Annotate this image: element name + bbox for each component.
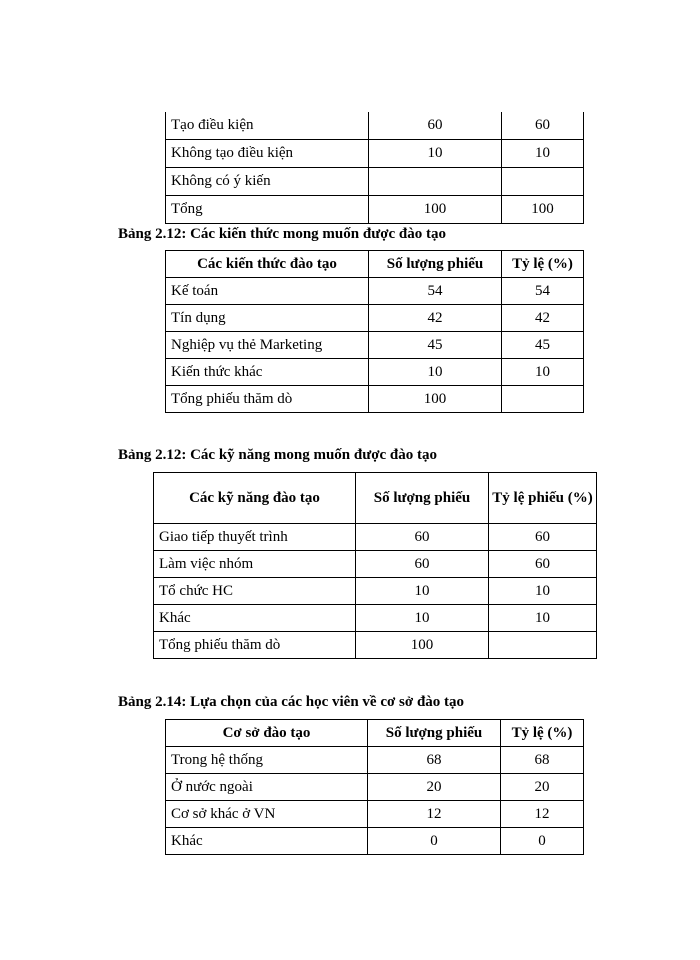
table-header-row [166,251,584,278]
cell-count: 10 [356,605,489,632]
table-row [154,524,597,551]
cell-percent: 60 [502,112,584,140]
cell-count: 100 [356,632,489,659]
column-header: Tỷ lệ (%) [501,720,584,747]
table-caption: Bảng 2.12: Các kỹ năng mong muốn được đào tạo [118,447,438,463]
column-header: Số lượng phiếu [356,473,489,524]
cell-label: Tổ chức HC [154,578,356,605]
cell-label: Tổng phiếu thăm dò [166,386,369,413]
table-row [166,278,584,305]
cell-percent: 10 [489,605,597,632]
cell-percent: 68 [501,747,584,774]
cell-percent [502,168,584,196]
cell-percent: 100 [502,196,584,224]
cell-label: Không tạo điều kiện [166,140,369,168]
cell-label: Tổng phiếu thăm dò [154,632,356,659]
column-header: Các kỹ năng đào tạo [154,473,356,524]
cell-count: 20 [368,774,501,801]
cell-percent: 20 [501,774,584,801]
cell-count: 100 [369,386,502,413]
table-caption: Bảng 2.14: Lựa chọn của các học viên về cơ sở đào tạo [118,694,465,710]
cell-label: Khác [154,605,356,632]
cell-percent: 45 [502,332,584,359]
column-header: Số lượng phiếu [368,720,501,747]
table-row [166,747,584,774]
cell-label: Nghiệp vụ thẻ Marketing [166,332,369,359]
cell-percent [489,632,597,659]
column-header: Tỷ lệ (%) [502,251,584,278]
table-row [166,774,584,801]
table-row [154,632,597,659]
cell-count: 54 [369,278,502,305]
table-row [166,332,584,359]
table-row [166,140,584,168]
table-row [166,112,584,140]
column-header: Tỷ lệ phiếu (%) [489,473,597,524]
table-row [154,551,597,578]
cell-count: 60 [369,112,502,140]
cell-percent: 42 [502,305,584,332]
cell-label: Tín dụng [166,305,369,332]
table-row [166,196,584,224]
cell-percent: 54 [502,278,584,305]
cell-count: 60 [356,524,489,551]
cell-count: 68 [368,747,501,774]
column-header: Số lượng phiếu [369,251,502,278]
cell-label: Trong hệ thống [166,747,368,774]
cell-label: Cơ sở khác ở VN [166,801,368,828]
training-facility-table [165,719,584,855]
cell-count [369,168,502,196]
table-row [166,801,584,828]
cell-label: Khác [166,828,368,855]
column-header: Các kiến thức đào tạo [166,251,369,278]
cell-label: Giao tiếp thuyết trình [154,524,356,551]
cell-count: 10 [356,578,489,605]
cell-count: 100 [369,196,502,224]
cell-percent: 10 [489,578,597,605]
cell-count: 60 [356,551,489,578]
table-row [166,359,584,386]
cell-percent [502,386,584,413]
cell-count: 42 [369,305,502,332]
table-row [154,605,597,632]
table-header-row [154,473,597,524]
cell-percent: 12 [501,801,584,828]
cell-label: Ở nước ngoài [166,774,368,801]
cell-label: Tạo điều kiện [166,112,369,140]
column-header: Cơ sở đào tạo [166,720,368,747]
cell-label: Tổng [166,196,369,224]
table-previous-continuation [165,112,584,224]
knowledge-table [165,250,584,413]
table-row [154,578,597,605]
table-row [166,168,584,196]
table-row [166,828,584,855]
cell-percent: 60 [489,524,597,551]
cell-label: Không có ý kiến [166,168,369,196]
cell-percent: 60 [489,551,597,578]
cell-count: 0 [368,828,501,855]
table-caption: Bảng 2.12: Các kiến thức mong muốn được đào tạo [118,226,447,242]
cell-percent: 10 [502,140,584,168]
cell-count: 45 [369,332,502,359]
cell-label: Làm việc nhóm [154,551,356,578]
table-row [166,305,584,332]
table-header-row [166,720,584,747]
cell-count: 10 [369,359,502,386]
cell-count: 12 [368,801,501,828]
cell-percent: 0 [501,828,584,855]
cell-count: 10 [369,140,502,168]
cell-label: Kế toán [166,278,369,305]
skills-table [153,472,597,659]
cell-percent: 10 [502,359,584,386]
cell-label: Kiến thức khác [166,359,369,386]
table-row [166,386,584,413]
